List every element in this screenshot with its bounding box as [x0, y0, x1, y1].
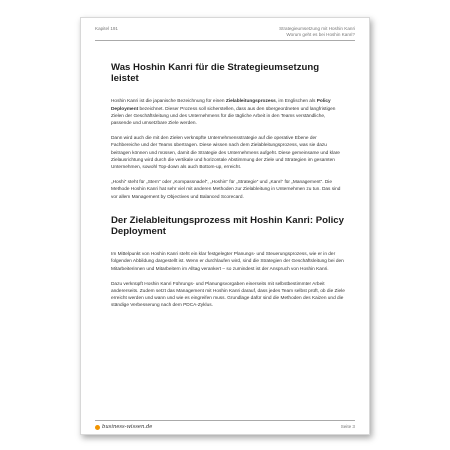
section2-heading: Der Zielableitungsprozess mit Hoshin Kanri: Policy Deployment	[111, 214, 344, 238]
section1-paragraph2: Dann wird auch die mit den Zielen verknüpfte Unternehmensstrategie auf die operative Ebene der Fachbereiche und der Teams übertragen. Diese wissen nach dem Zielableitungsprozess, was sie dazu beitragen können und müssen, damit die Strategie des Unternehmens aufgeht. Diese gemeinsame und klare Zielausrichtung wird durch die vertikale und horizontale Abstimmung der Ziele und Strategien im gesamten Unternehmen, sowohl Top-down als auch Bottom-up, erreicht.	[111, 136, 340, 171]
header-divider	[95, 40, 355, 41]
logo-dot-icon	[95, 425, 100, 430]
header-titles	[279, 26, 355, 38]
logo-text: business-wissen.de	[102, 424, 153, 430]
header-title-line1: Strategieumsetzung mit Hoshin Kanri	[279, 26, 355, 31]
section1-heading: Was Hoshin Kanri für die Strategieumsetzung leistet	[111, 62, 320, 85]
section2-paragraph1: Im Mittelpunkt von Hoshin Kanri steht ein klar festgelegter Planungs- und Steuerungsprozess, wie er in der folgenden Abbildung dargestellt ist. Wenn er durchlaufen wird, sind die Strategien der Geschäftsleitung bei den Mitarbeiterinnen und Mitarbeitern im Alltag verankert – so zumindest ist der Anspruch von Hoshin Kanri.	[111, 252, 344, 272]
section1-p1-bold-term1: Zielableitungsprozess	[225, 99, 276, 105]
section2-paragraph2: Dazu verknüpft Hoshin Kanri Führungs- und Planungsvorgaben einerseits mit selbstbestimmter Arbeit andererseits. Zudem setzt das Management mit Hoshin Kanri darauf, dass jedes Team selbst prüft, ob die Ziele erreicht werden und wann und wie es eingreifen muss. Grundlage dafür sind die Methoden des Kaizen und die ständige Verbesserung nach dem PDCA-Zyklus.	[111, 281, 345, 309]
section1-p1-text-mid: , im Englischen als	[275, 99, 317, 105]
section1-p1-text-start: Hoshin Kanri ist die japanische Bezeichnung für einen	[111, 99, 226, 105]
chapter-label: Kapitel 191	[95, 26, 118, 31]
section1-p1-text-end: bezeichnet. Dieser Prozess soll sicherstellen, dass aus den übergeordneten und langfristigen Zielen der Geschäftsleitung und des Unternehmens für die tägliche Arbeit in den Teams verständliche, passende und umsetzbare Ziele werden.	[111, 106, 336, 127]
brand-logo	[95, 424, 152, 430]
document-page	[80, 17, 370, 435]
page-content	[111, 62, 345, 318]
footer-divider	[95, 420, 355, 421]
section1-paragraph1	[111, 98, 345, 127]
section1-paragraph3: „Hoshi“ steht für „Stern“ oder „Kompassnadel“, „Hoshin“ für „Strategie“ und „Kanri“ für „Management“. Die Methode Hoshin Kanri hat sehr viel mit anderen Methoden zur Zielableitung in Unternehmen zu tun. Das sind vor allem Management by Objectives und Balanced Scorecard.	[111, 180, 341, 200]
page-number: Seite 3	[340, 424, 355, 429]
page-footer	[95, 424, 355, 432]
header-title-line2: Worum geht es bei Hoshin Kanri?	[286, 32, 355, 37]
section1-p1-bold-term2: Policy Deployment	[111, 99, 331, 112]
